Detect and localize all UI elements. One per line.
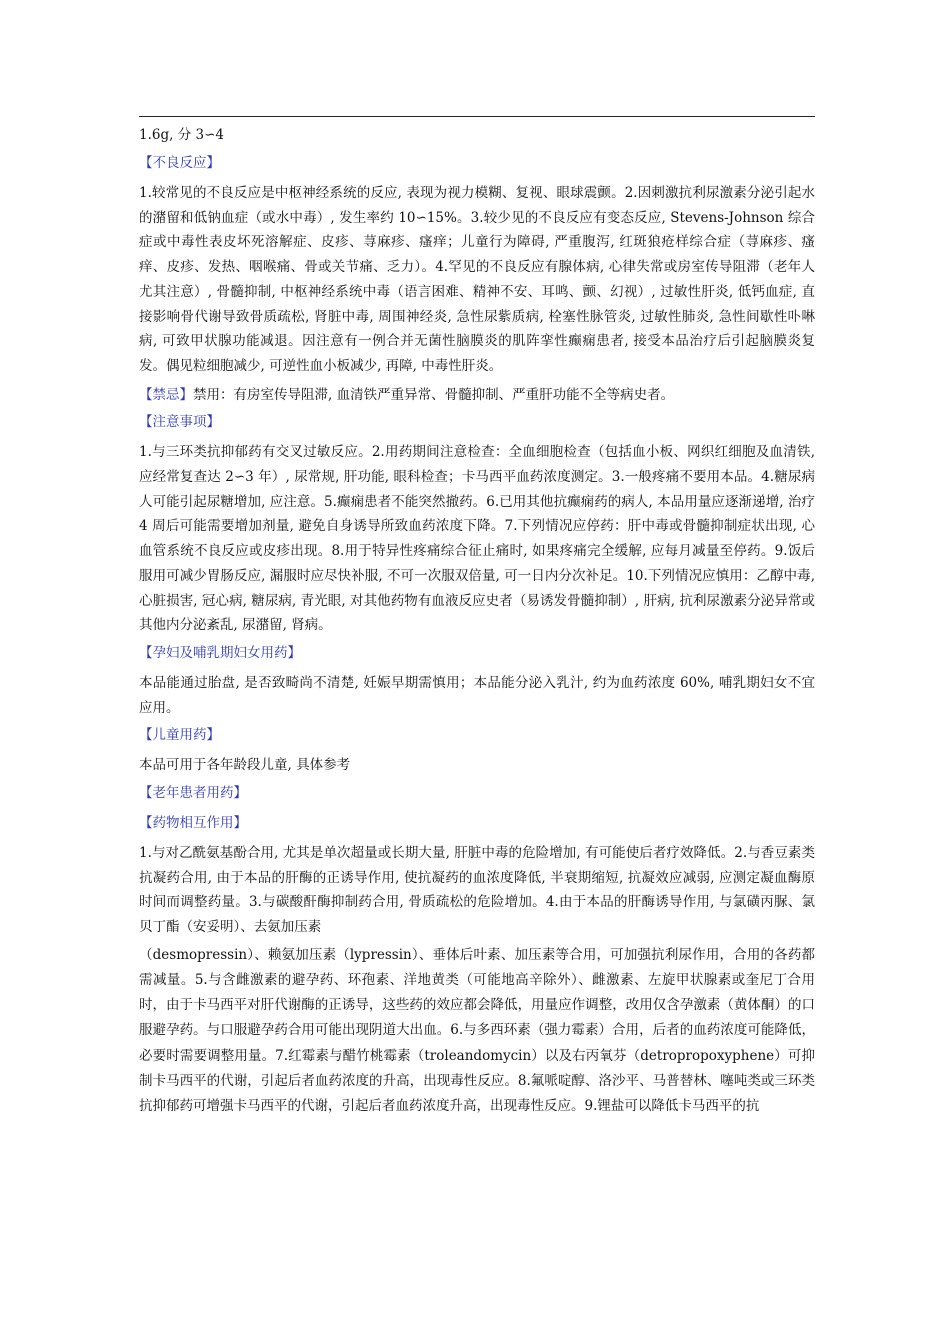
- precautions-heading: 【注意事项】: [139, 414, 220, 431]
- children-heading: 【儿童用药】: [139, 727, 220, 744]
- document-page: [139, 116, 815, 1119]
- pregnancy-heading: 【孕妇及哺乳期妇女用药】: [139, 644, 301, 661]
- pregnancy-text: 本品能通过胎盘, 是否致畸尚不清楚, 妊娠早期需慎用；本品能分泌入乳汁, 约为血药浓度 60%, 哺乳期妇女不宜应用。: [139, 674, 815, 716]
- dosage-fragment: 1.6g, 分 3∽4: [139, 127, 224, 143]
- interactions-heading: 【药物相互作用】: [139, 815, 247, 832]
- top-rule: [139, 116, 815, 117]
- interactions-text-part2: （desmopressin）、赖氨加压素（lypressin）、垂体后叶素、加压素等合用，可加强抗利尿作用，合用的各药都需减量。5.与含雌激素的避孕药、环孢素、洋地黄类（可能地高辛除外）、雌激素、左旋甲状腺素或奎尼丁合用时，由于卡马西平对肝代谢酶的正诱导，这些药的效应都会降低，用量应作调整，改用仅含孕激素（黄体酮）的口服避孕药。与口服避孕药合用可能出现阴道大出血。6.与多西环素（强力霉素）合用，后者的血药浓度可能降低，必要时需要调整用量。7.红霉素与醋竹桃霉素（troleandomycin）以及右丙氧芬（detropropoxyphene）可抑制卡马西平的代谢，引起后者血药浓度的升高，出现毒性反应。8.氟哌啶醇、洛沙平、马普替林、噻吨类或三环类抗抑郁药可增强卡马西平的代谢，引起后者血药浓度升高，出现毒性反应。9.锂盐可以降低卡马西平的抗: [139, 946, 815, 1115]
- adverse-text: 1.较常见的不良反应是中枢神经系统的反应, 表现为视力模糊、复视、眼球震颤。2.因刺激抗利尿激素分泌引起水的潴留和低钠血症（或水中毒）, 发生率约 10∽15%。3.较少见的不良反应有变态反应, Stevens-Johnson 综合症或中毒性表皮坏死溶解症、皮疹、荨麻疹、瘙痒；儿童行为障碍, 严重腹泻, 红斑狼疮样综合症（荨麻疹、瘙痒、皮疹、发热、咽喉痛、骨或关节痛、乏力）。4.罕见的不良反应有腺体病, 心律失常或房室传导阻滞（老年人尤其注意）, 骨髓抑制, 中枢神经系统中毒（语言困难、精神不安、耳鸣、颤、幻视）, 过敏性肝炎, 低钙血症, 直接影响骨代谢导致骨质疏松, 肾脏中毒, 周围神经炎, 急性尿紫质病, 栓塞性脉管炎, 过敏性肺炎, 急性间歇性卟啉病, 可致甲状腺功能减退。因注意有一例合并无菌性脑膜炎的肌阵挛性癫痫患者, 接受本品治疗后引起脑膜炎复发。偶见粒细胞减少, 可逆性血小板减少, 再障, 中毒性肝炎。: [139, 185, 815, 374]
- adverse-heading: 【不良反应】: [139, 155, 220, 171]
- contraindications-block: [139, 383, 815, 408]
- contraindications-heading: 【禁忌】: [139, 386, 193, 403]
- children-text: 本品可用于各年龄段儿童, 具体参考: [139, 757, 351, 774]
- elderly-heading: 【老年患者用药】: [139, 785, 247, 802]
- interactions-text-part1: 1.与对乙酰氨基酚合用, 尤其是单次超量或长期大量, 肝脏中毒的危险增加, 有可能使后者疗效降低。2.与香豆素类抗凝药合用, 由于本品的肝酶的正诱导作用, 使抗凝药的血浓度降低, 半衰期缩短, 抗凝效应减弱, 应测定凝血酶原时间而调整药量。3.与碳酸酐酶抑制药合用, 骨质疏松的危险增加。4.由于本品的肝酶诱导作用, 与氯磺丙脲、氯贝丁酯（安妥明）、去氨加压素: [139, 845, 815, 936]
- contraindications-text: 禁用：有房室传导阻滞, 血清铁严重异常、骨髓抑制、严重肝功能不全等病史者。: [193, 386, 675, 403]
- precautions-text: 1.与三环类抗抑郁药有交叉过敏反应。2.用药期间注意检查：全血细胞检查（包括血小板、网织红细胞及血清铁, 应经常复查达 2∽3 年）, 尿常规, 肝功能, 眼科检查；卡马西平血药浓度测定。3.一般疼痛不要用本品。4.糖尿病人可能引起尿糖增加, 应注意。5.癫痫患者不能突然撤药。6.已用其他抗癫痫药的病人, 本品用量应逐渐递增, 治疗 4 周后可能需要增加剂量, 避免自身诱导所致血药浓度下降。7.下列情况应停药：肝中毒或骨髓抑制症状出现, 心血管系统不良反应或皮疹出现。8.用于特异性疼痛综合征止痛时, 如果疼痛完全缓解, 应每月减量至停药。9.饭后服用可减少胃肠反应, 漏服时应尽快补服, 不可一次服双倍量, 可一日内分次补足。10.下列情况应慎用：乙醇中毒, 心脏损害, 冠心病, 糖尿病, 青光眼, 对其他药物有血液反应史者（易诱发骨髓抑制）, 肝病, 抗利尿激素分泌异常或其他内分泌紊乱, 尿潴留, 肾病。: [139, 444, 815, 634]
